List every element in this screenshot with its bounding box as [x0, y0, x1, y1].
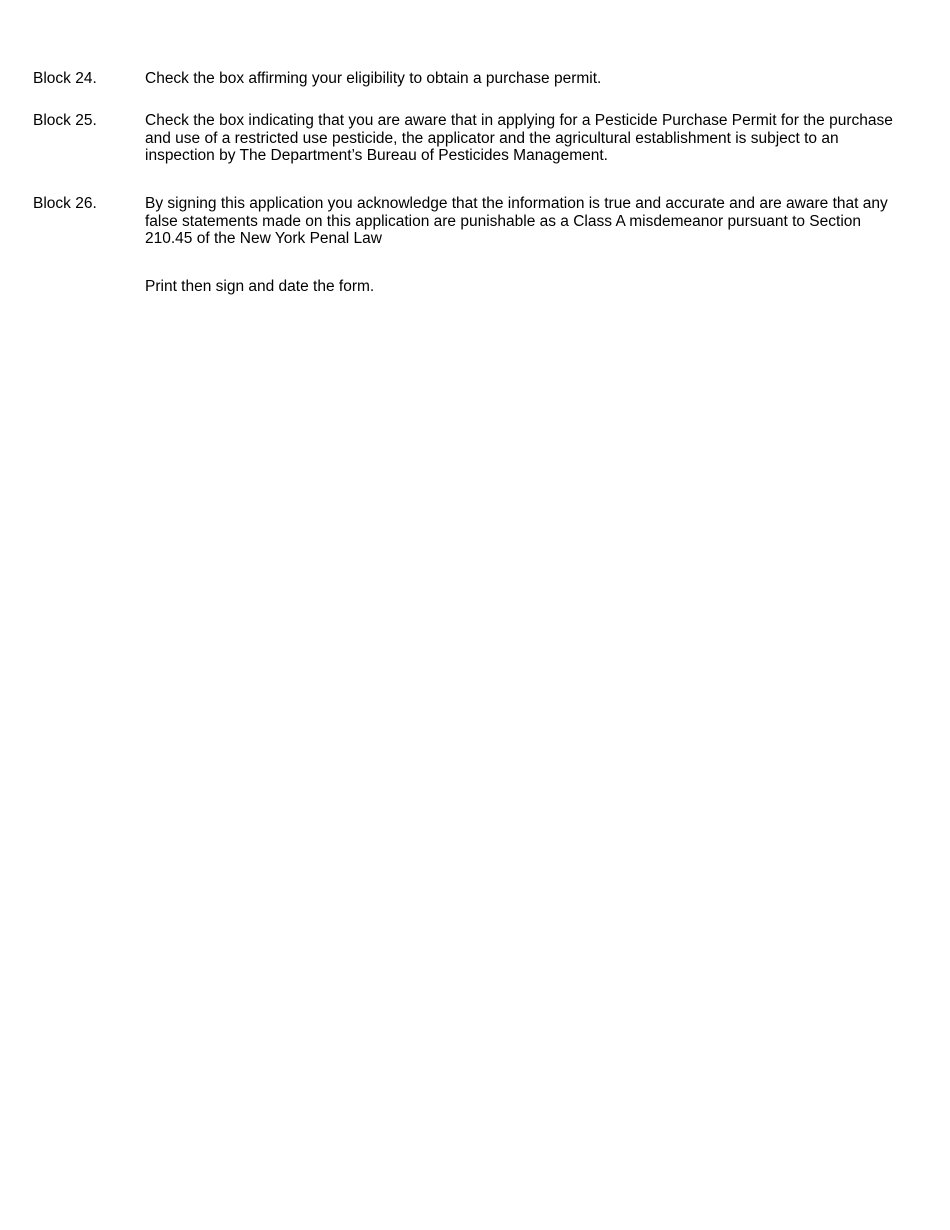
block-label: Block 26.: [33, 195, 97, 212]
block-text: Check the box affirming your eligibility to obtain a purchase permit.: [145, 70, 602, 87]
final-instruction-text: Print then sign and date the form.: [145, 278, 375, 295]
block-label: Block 24.: [33, 70, 97, 87]
block-text: Check the box indicating that you are aware that in applying for a Pesticide Purchase Permit for the purchase and use of a restricted use pesticide, the applicator and the agricultural establishment is subject to an inspection by The Department’s Bureau of Pesticides Management.: [145, 112, 893, 165]
block-label: Block 25.: [33, 112, 97, 129]
block-text: By signing this application you acknowledge that the information is true and accurate and are aware that any false statements made on this application are punishable as a Class A misdemeanor pursuant to Section 210.45 of the New York Penal Law: [145, 195, 888, 248]
